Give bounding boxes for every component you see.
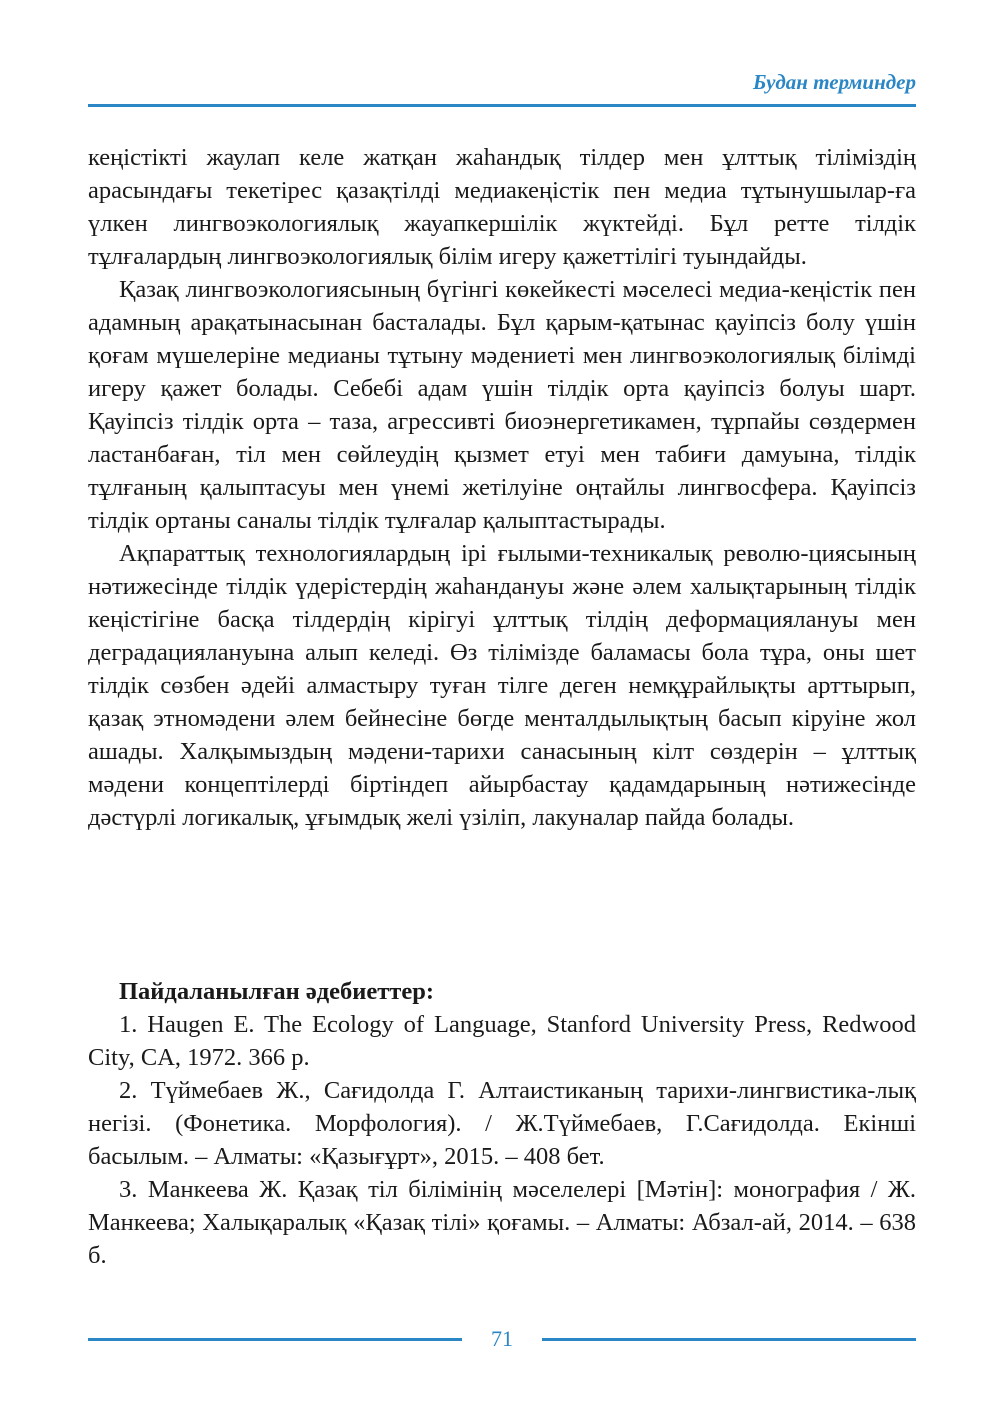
body-paragraph: Қазақ лингвоэкологиясының бүгінгі көкейкесті мәселесі медиа-кеңістік пен адамның арақатынасынан басталады. Бұл қарым-қатынас қауіпсіз болу үшін қоғам мүшелеріне медианы тұтыну мәдениеті мен лингвоэкологиялық білімді игеру қажет болады. Себебі адам үшін тілдік орта қауіпсіз болуы шарт. Қауіпсіз тілдік орта – таза, агрессивті биоэнергетикамен, тұрпайы сөздермен ластанбаған, тіл мен сөйлеудің қызмет етуі мен табиғи дамуына, тілдік тұлғаның қалыптасуы мен үнемі жетілуіне оңтайлы лингвосфера. Қауіпсіз тілдік ортаны саналы тілдік тұлғалар қалыптастырады. xyxy=(88,276,916,534)
footer-divider-left xyxy=(88,1338,462,1341)
body-text xyxy=(88,141,916,834)
reference-item: 1. Haugen E. The Ecology of Language, Stanford University Press, Redwood City, CA, 1972. 366 p. xyxy=(88,1011,916,1071)
running-head-title: Будан терминдер xyxy=(753,70,916,94)
body-paragraph: Ақпараттық технологиялардың ірі ғылыми-техникалық револю-циясының нәтижесінде тілдік үдерістердің жаһандануы және әлем халықтарының тілдік кеңістігіне басқа тілдердің кірігуі ұлттық тілдің деформациялануы мен деградациялануына алып келеді. Өз тілімізде баламасы бола тұра, оны шет тілдік сөзбен әдейі алмастыру туған тілге деген немқұрайлықты арттырып, қазақ этномәдени әлем бейнесіне бөгде менталдылықтың басып кіруіне жол ашады. Халқымыздың мәдени-тарихи санасының кілт сөздерін – ұлттық мәдени концептілерді біртіндеп айырбастау қадамдарының нәтижесінде дәстүрлі логикалық, ұғымдық желі үзіліп, лакуналар пайда болады. xyxy=(88,540,916,831)
body-paragraph: кеңістікті жаулап келе жатқан жаһандық тілдер мен ұлттық тіліміздің арасындағы текетірес қазақтілді медиакеңістік пен медиа тұтынушылар-ға үлкен лингвоэкологиялық жауапкершілік жүктейді. Бұл ретте тілдік тұлғалардың лингвоэкологиялық білім игеру қажеттілігі туындайды. xyxy=(88,144,916,270)
page-number: 71 xyxy=(491,1326,513,1351)
references-title: Пайдаланылған әдебиеттер: xyxy=(119,978,434,1005)
footer-divider-right xyxy=(542,1338,916,1341)
reference-item: 3. Манкеева Ж. Қазақ тіл білімінің мәселелері [Мәтін]: монография / Ж. Манкеева; Халықаралық «Қазақ тілі» қоғамы. – Алматы: Абзал-ай, 2014. – 638 б. xyxy=(88,1176,916,1269)
header-divider xyxy=(88,104,916,107)
references-section xyxy=(88,975,916,1272)
reference-item: 2. Түймебаев Ж., Сағидолда Г. Алтаистиканың тарихи-лингвистика-лық негізі. (Фонетика. Морфология). / Ж.Түймебаев, Г.Сағидолда. Екінші басылым. – Алматы: «Қазығұрт», 2015. – 408 бет. xyxy=(88,1077,916,1170)
